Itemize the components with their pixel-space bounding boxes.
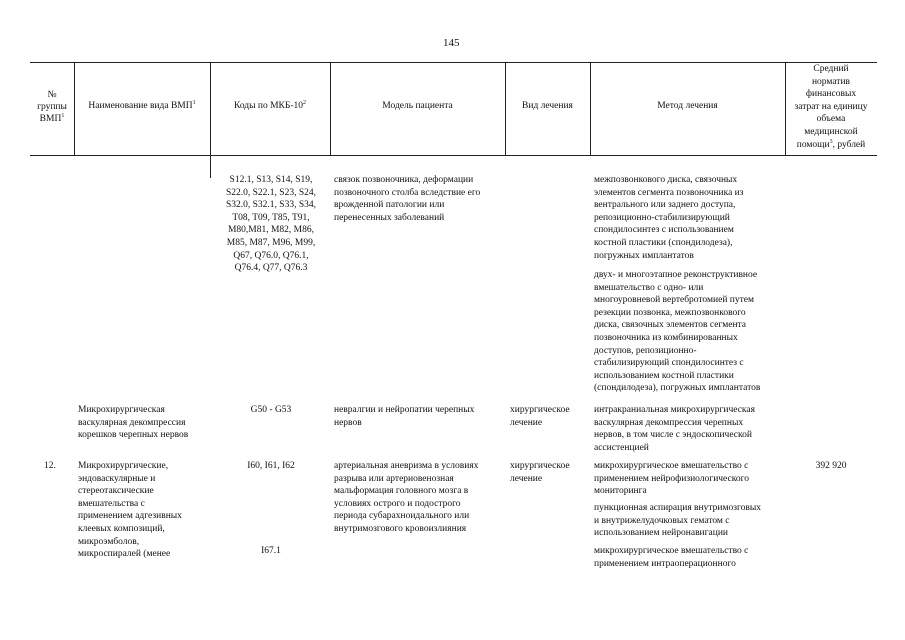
cost-cell: 392 920 [815, 461, 847, 471]
header-col-icd: Коды по МКБ-$10^2$ [233, 99, 307, 111]
icd-codes-cell: I67.1 [261, 546, 281, 556]
codes-column-rule [210, 155, 211, 178]
header-top-rule [30, 62, 877, 63]
treatment-method-cell: микрохирургическое вмешательство с применением интраоперационного [594, 546, 749, 569]
patient-model-cell: невралгии и нейропатии черепных нервов [334, 405, 475, 428]
header-col-cost: Средний норматив финансовых затрат на единицу объема медицинской помощи$^3$, рублей [794, 64, 868, 150]
icd-codes-cell: I60, I61, I62 [247, 461, 295, 471]
patient-model-cell: связок позвоночника, деформации позвоночного столба вследствие его врожденной патологии или перенесенных заболеваний [334, 175, 481, 223]
header-col-name: Наименование вида ВМП$^1$ [88, 99, 196, 111]
group-number-cell: 12. [44, 461, 56, 471]
icd-codes-cell: S12.1, S13, S14, S19, S22.0, S22.1, S23, S24, S32.0, S32.1, S33, S34, T08, T09, T85, T91, M80,M81, M82, M86, M85, M87, M96, M99, Q67, Q76.0, Q76.1, Q76.4, Q77, Q76.3 [225, 175, 316, 274]
vmp-name-cell: Микрохирургические, эндоваскулярные и стереотаксические вмешательства с применением адгезивных клеевых композиций, микроэмболов, микроспиралей (менее [78, 461, 182, 560]
treatment-method-cell: пункционная аспирация внутримозговых и внутрижелудочковых гематом с использованием нейронавигации [594, 503, 762, 539]
treatment-method-cell: межпозвонкового диска, связочных элементов сегмента позвоночника из вентрального или заднего доступа, репозиционно-стабилизирующий спондилосинтез с использованием костной пластики (спондилодеза), погружных имплантатов [594, 175, 744, 261]
header-col-method: Метод лечения [657, 101, 718, 111]
header-bottom-rule [30, 155, 877, 156]
treatment-method-cell: микрохирургическое вмешательство с применением нейрофизиологического мониторинга [594, 461, 750, 497]
page-number: 145 [443, 37, 460, 49]
icd-codes-cell: G50 - G53 [250, 405, 292, 415]
treatment-method-cell: интракраниальная микрохирургическая васкулярная декомпрессия черепных нервов, в том числе с эндоскопической ассистенцией [594, 405, 755, 453]
header-col-number: № группы ВМП$^1$ [37, 90, 67, 124]
vmp-name-cell: Микрохирургическая васкулярная декомпрессия корешков черепных нервов [78, 405, 189, 441]
treatment-type-cell: хирургическое лечение [510, 461, 570, 484]
header-col-model: Модель пациента [382, 101, 453, 111]
patient-model-cell: артериальная аневризма в условиях разрыва или артериовенозная мальформация головного мозга в условиях острого и подострого периода субарахноидального или внутримозгового кровоизлияния [334, 461, 479, 534]
treatment-method-cell: двух- и многоэтапное реконструктивное вмешательство с одно- или многоуровневой вертебротомией путем резекции позвонка, межпозвонкового диска, связочных элементов сегмента позвоночника из комбинированных доступов, репозиционно- стабилизирующий спондилосинтез с использованием костной пластики (спондилодеза), погружных имплантатов [594, 270, 761, 394]
header-col-treatment: Вид лечения [522, 101, 573, 111]
treatment-type-cell: хирургическое лечение [510, 405, 570, 428]
